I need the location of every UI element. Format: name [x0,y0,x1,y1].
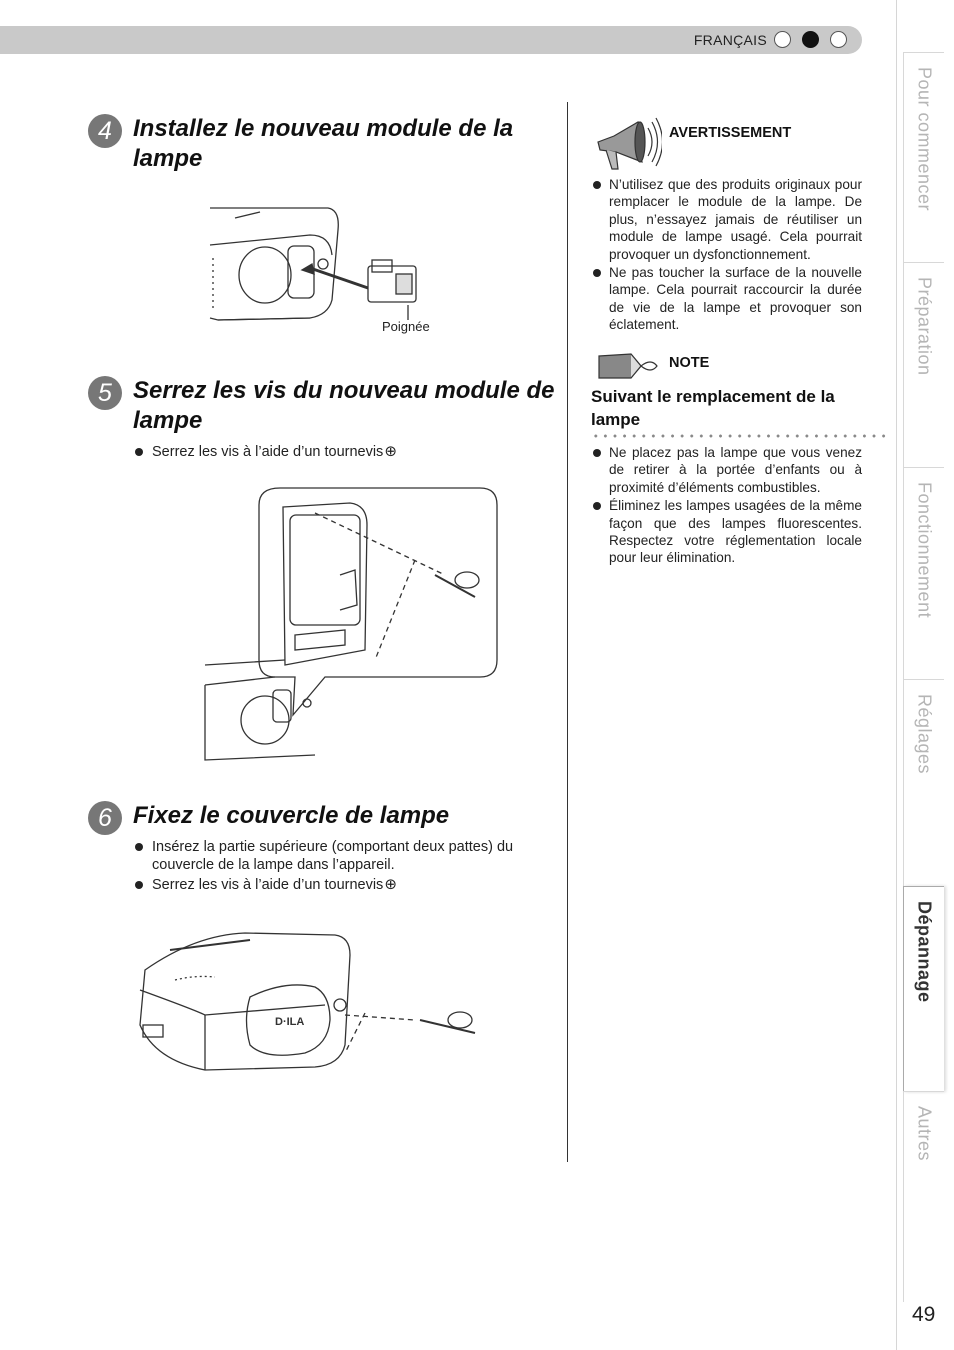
step-number: 6 [88,801,122,835]
tab-label: Autres [914,1106,935,1162]
screwdriver-plus-icon: ⊕ [384,876,397,893]
step-6-heading [88,801,553,835]
list-item: Serrez les vis à l’aide d’un tournevis⊕ [134,443,554,461]
language-bar [0,26,862,54]
section-tabs [896,0,954,1350]
step-number: 4 [88,114,122,148]
warning-list [592,176,862,335]
tab-pour-commencer[interactable] [903,52,944,263]
tab-reglages[interactable] [903,679,944,887]
step-5-bullets [134,443,554,463]
language-dot-3 [830,31,847,48]
tab-fonctionnement[interactable] [903,467,944,680]
tab-label: Réglages [914,694,935,775]
list-item: Éliminez les lampes usagées de la même façon que des lampes fluorescentes. Respectez votre réglementation locale pour leur élimination. [592,497,862,567]
list-item: Ne placez pas la lampe que vous venez de retirer à la portée d’enfants ou à proximité d’éléments combustibles. [592,444,862,496]
dila-logo: D·ILA [275,1016,305,1028]
list-item: Ne pas toucher la surface de la nouvelle lampe. Cela pourrait raccourcir la durée de vie de la lampe et provoquer son éclatement. [592,264,862,334]
list-item: Insérez la partie supérieure (comportant deux pattes) du couvercle de la lampe dans l’appareil. [134,838,539,874]
language-label: FRANÇAIS [693,32,767,48]
megaphone-icon [592,114,662,174]
screwdriver-plus-icon: ⊕ [384,443,397,460]
language-dot-2 [802,31,819,48]
step-6-bullets [134,838,539,896]
column-divider [567,102,568,1162]
warning-title: AVERTISSEMENT [669,125,792,141]
list-item: N’utilisez que des produits originaux pour remplacer le module de la lampe. De plus, n’essayez jamais de réutiliser un module de lampe usagé. Cela pourrait provoquer un dysfonctionnement. [592,176,862,263]
lamp-cover-figure [135,925,485,1085]
step-title: Installez le nouveau module de la lampe [133,115,514,172]
pencil-icon [595,350,663,382]
screw-tighten-figure [175,485,505,775]
step-4-heading [88,114,543,174]
tab-label: Fonctionnement [914,482,935,619]
language-dot-1 [774,31,791,48]
tab-label: Dépannage [914,901,935,1003]
step-number: 5 [88,376,122,410]
note-title: NOTE [669,355,710,371]
list-item: Serrez les vis à l’aide d’un tournevis⊕ [134,876,539,894]
dotted-divider [591,434,886,438]
note-subheading: Suivant le remplacement de la lampe [591,387,835,429]
tab-depannage[interactable] [903,886,944,1092]
note-list [592,444,862,568]
step-title: Fixez le couvercle de lampe [133,802,450,829]
step-5-heading [88,376,563,436]
tab-label: Pour commencer [914,67,935,212]
handle-label: Poignée [382,319,430,334]
tab-preparation[interactable] [903,262,944,468]
step-title: Serrez les vis du nouveau module de lampe [133,377,555,434]
tab-autres[interactable] [903,1091,944,1302]
tab-label: Préparation [914,277,935,376]
lamp-insert-figure [140,180,440,340]
page-number: 49 [912,1303,936,1326]
